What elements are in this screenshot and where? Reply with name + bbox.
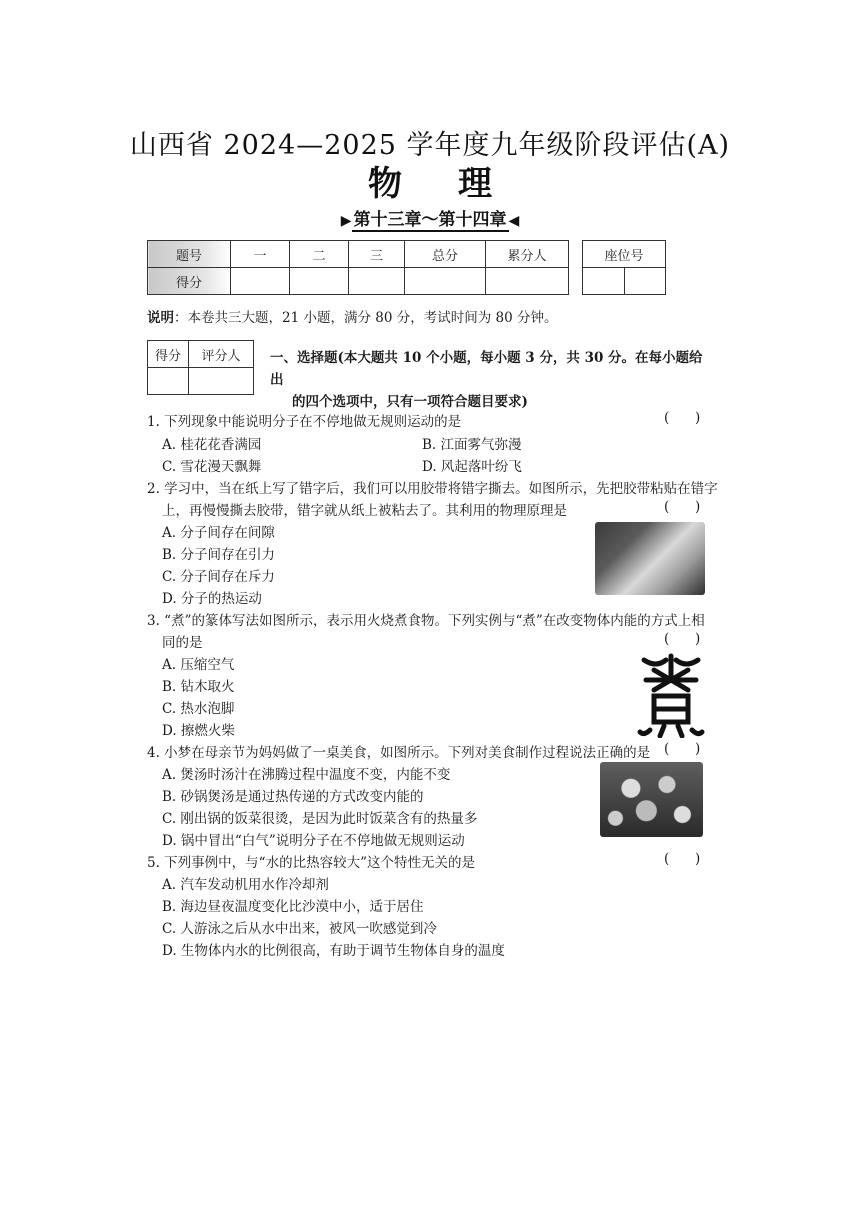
score-header-cell: 总分: [405, 241, 486, 268]
option-5d: D. 生物体内水的比例很高，有助于调节生物体自身的温度: [162, 943, 505, 959]
option-5c: C. 人游泳之后从水中出来，被风一吹感觉到冷: [162, 921, 437, 937]
seat-label: 座位号: [583, 241, 666, 268]
answer-paren: ( ): [664, 499, 701, 515]
option-5a: A. 汽车发动机用水作冷却剂: [162, 877, 329, 893]
option-4b: B. 砂锅煲汤是通过热传递的方式改变内能的: [162, 789, 424, 805]
section-one-line2: 的四个选项中，只有一项符合题目要求): [292, 394, 528, 410]
option-5b: B. 海边昼夜温度变化比沙漠中小，适于居住: [162, 899, 424, 915]
option-2c: C. 分子间存在斥力: [162, 569, 275, 585]
score-cell[interactable]: [349, 268, 405, 295]
chapter-range-text: 第十三章～第十四章: [353, 210, 507, 230]
option-2a: A. 分子间存在间隙: [162, 525, 275, 541]
answer-paren: ( ): [664, 631, 701, 647]
option-4d: D. 锅中冒出“白气”说明分子在不停地做无规则运动: [162, 833, 465, 849]
seat-table: [582, 240, 666, 295]
subject-title: 物理: [368, 164, 548, 204]
question-3-stem-line2: 同的是: [162, 635, 203, 651]
grader-score-cell[interactable]: [148, 368, 189, 395]
question-3-stem-line1: 3. “煮”的篆体写法如图所示，表示用火烧煮食物。下列实例与“煮”在改变物体内能的方式上相: [147, 613, 705, 629]
tape-photo: [595, 522, 705, 595]
score-cell[interactable]: [486, 268, 569, 295]
option-3a: A. 压缩空气: [162, 657, 235, 673]
option-1d: D. 风起落叶纷飞: [422, 459, 522, 475]
score-table: [147, 240, 569, 295]
question-2-stem-line2: 上，再慢慢撕去胶带，错字就从纸上被粘去了。其利用的物理原理是: [162, 503, 567, 519]
seat-cell[interactable]: [624, 268, 666, 295]
right-triangle-icon: ▶: [340, 213, 352, 229]
exam-title: 山西省 2024—2025 学年度九年级阶段评估(A): [129, 130, 731, 161]
section-one-heading: [270, 347, 710, 413]
answer-paren: ( ): [664, 851, 701, 867]
score-cell[interactable]: [231, 268, 290, 295]
option-3b: B. 钻木取火: [162, 679, 235, 695]
option-4a: A. 煲汤时汤汁在沸腾过程中温度不变，内能不变: [162, 767, 451, 783]
seat-cell[interactable]: [583, 268, 625, 295]
score-header-cell: 累分人: [486, 241, 569, 268]
option-3d: D. 擦燃火柴: [162, 723, 235, 739]
score-cell[interactable]: [405, 268, 486, 295]
chapter-range: [0, 205, 860, 230]
instructions-text: ：本卷共三大题，21 小题，满分 80 分，考试时间为 80 分钟。: [174, 310, 558, 326]
answer-paren: ( ): [664, 741, 701, 757]
grader-name-cell[interactable]: [189, 368, 254, 395]
option-1a: A. 桂花花香满园: [162, 437, 262, 453]
option-3c: C. 热水泡脚: [162, 701, 235, 717]
question-1-stem: 1. 下列现象中能说明分子在不停地做无规则运动的是: [147, 414, 462, 430]
option-1c: C. 雪花漫天飘舞: [162, 459, 262, 475]
score-header-cell: 题号: [148, 241, 231, 268]
left-triangle-icon: ◀: [508, 213, 520, 229]
score-header-cell: 一: [231, 241, 290, 268]
grader-header-grader: 评分人: [189, 341, 254, 368]
food-photo: [600, 762, 703, 837]
section-one-line1: 一、选择题(本大题共 10 个小题，每小题 3 分，共 30 分。在每小题给出: [270, 350, 703, 388]
seal-script-character-image: [636, 652, 706, 738]
grader-header-score: 得分: [148, 341, 189, 368]
option-2b: B. 分子间存在引力: [162, 547, 276, 563]
answer-paren: ( ): [664, 410, 701, 426]
question-5-stem: 5. 下列事例中，与“水的比热容较大”这个特性无关的是: [147, 855, 475, 871]
instructions: [147, 306, 558, 326]
score-header-cell: 二: [290, 241, 349, 268]
instructions-label: 说明: [147, 310, 174, 326]
score-header-cell: 三: [349, 241, 405, 268]
score-row-label: 得分: [148, 268, 231, 295]
question-2-stem-line1: 2. 学习中，当在纸上写了错字后，我们可以用胶带将错字撕去。如图所示，先把胶带粘贴在错字: [147, 481, 718, 497]
score-cell[interactable]: [290, 268, 349, 295]
option-2d: D. 分子的热运动: [162, 591, 262, 607]
grader-table: [147, 340, 254, 395]
option-1b: B. 江面雾气弥漫: [422, 437, 522, 453]
question-4-stem: 4. 小梦在母亲节为妈妈做了一桌美食，如图所示。下列对美食制作过程说法正确的是: [147, 745, 651, 761]
option-4c: C. 刚出锅的饭菜很烫，是因为此时饭菜含有的热量多: [162, 811, 478, 827]
